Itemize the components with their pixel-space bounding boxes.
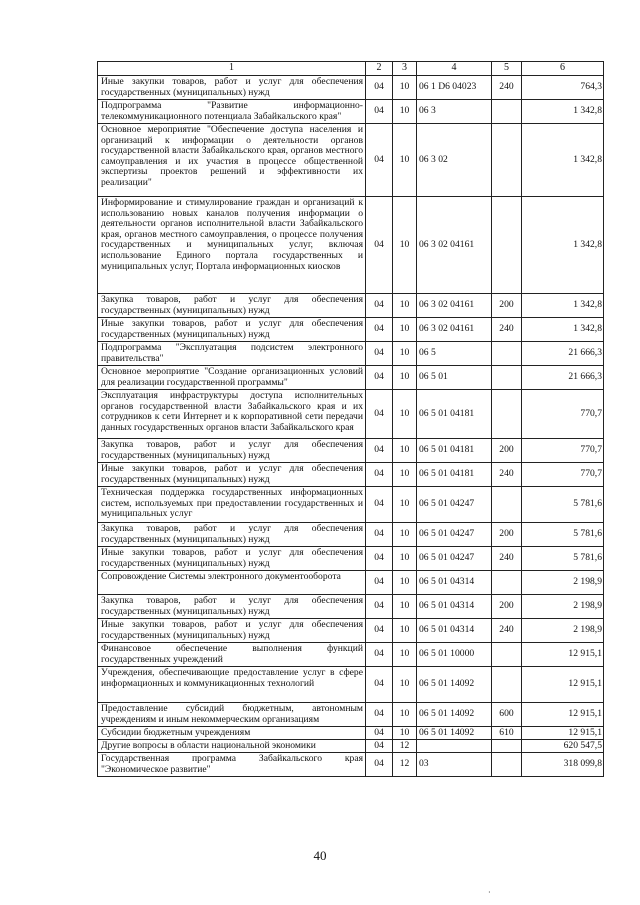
table-row [98, 124, 604, 197]
table-row [98, 197, 604, 294]
target-code-cell: 06 5 01 10000 [417, 643, 492, 667]
table-row [98, 76, 604, 100]
section-cell: 04 [366, 667, 393, 703]
section-cell: 04 [366, 523, 393, 547]
subsection-cell: 10 [393, 76, 417, 100]
target-code-cell: 06 5 01 04247 [417, 523, 492, 547]
page-number: 40 [313, 848, 327, 863]
table-row [98, 463, 604, 487]
header-cell: 5 [492, 62, 522, 76]
row-name-cell: Учреждения, обеспечивающие предоставление услуг в сфере информационных и коммуникационных технологий [98, 667, 366, 703]
table-row [98, 390, 604, 439]
subsection-cell: 10 [393, 487, 417, 523]
expense-type-cell: 200 [492, 523, 522, 547]
subsection-cell: 10 [393, 124, 417, 197]
subsection-cell: 12 [393, 740, 417, 753]
target-code-cell: 06 3 02 04161 [417, 294, 492, 318]
table-row [98, 595, 604, 619]
table-row [98, 643, 604, 667]
section-cell: 04 [366, 727, 393, 740]
expense-type-cell: 240 [492, 76, 522, 100]
expense-type-cell: 200 [492, 595, 522, 619]
row-name-cell: Иные закупки товаров, работ и услуг для обеспечения государственных (муниципальных) нужд [98, 463, 366, 487]
subsection-cell: 10 [393, 463, 417, 487]
section-cell: 04 [366, 487, 393, 523]
row-name-cell: Финансовое обеспечение выполнения функций государственных учреждений [98, 643, 366, 667]
section-cell: 04 [366, 643, 393, 667]
table-row [98, 667, 604, 703]
table-row [98, 703, 604, 727]
subsection-cell: 10 [393, 595, 417, 619]
amount-cell: 318 099,8 [522, 753, 604, 777]
expense-type-cell [492, 197, 522, 294]
row-name-cell: Основное мероприятие "Обеспечение доступа населения и организаций к информации о деятельности органов государственной власти Забайкальского края, органов местного самоуправления и их участия в процессе общественной экспертизы проектов решений и эффективности их реализации" [98, 124, 366, 197]
subsection-cell: 10 [393, 703, 417, 727]
amount-cell: 21 666,3 [522, 342, 604, 366]
row-name-cell: Предоставление субсидий бюджетным, автономным учреждениям и иным некоммерческим организациям [98, 703, 366, 727]
amount-cell: 1 342,8 [522, 197, 604, 294]
target-code-cell: 06 5 01 14092 [417, 667, 492, 703]
table-row [98, 342, 604, 366]
section-cell: 04 [366, 100, 393, 124]
target-code-cell: 06 5 01 14092 [417, 703, 492, 727]
amount-cell: 5 781,6 [522, 547, 604, 571]
expense-type-cell: 610 [492, 727, 522, 740]
table-row [98, 523, 604, 547]
target-code-cell: 06 5 01 04314 [417, 619, 492, 643]
subsection-cell: 10 [393, 643, 417, 667]
section-cell: 04 [366, 342, 393, 366]
target-code-cell: 06 5 01 04181 [417, 463, 492, 487]
row-name-cell: Закупка товаров, работ и услуг для обеспечения государственных (муниципальных) нужд [98, 294, 366, 318]
subsection-cell: 10 [393, 667, 417, 703]
expense-type-cell [492, 643, 522, 667]
target-code-cell: 06 5 01 14092 [417, 727, 492, 740]
table-row [98, 318, 604, 342]
header-cell: 1 [98, 62, 366, 76]
section-cell: 04 [366, 571, 393, 595]
amount-cell: 12 915,1 [522, 727, 604, 740]
target-code-cell: 06 5 01 04314 [417, 595, 492, 619]
row-name-cell: Закупка товаров, работ и услуг для обеспечения государственных (муниципальных) нужд [98, 439, 366, 463]
section-cell: 04 [366, 703, 393, 727]
section-cell: 04 [366, 318, 393, 342]
target-code-cell: 06 5 01 04247 [417, 487, 492, 523]
row-name-cell: Иные закупки товаров, работ и услуг для обеспечения государственных (муниципальных) нужд [98, 76, 366, 100]
amount-cell: 770,7 [522, 390, 604, 439]
target-code-cell: 06 5 01 04181 [417, 390, 492, 439]
table-row [98, 100, 604, 124]
amount-cell: 12 915,1 [522, 667, 604, 703]
row-name-cell: Закупка товаров, работ и услуг для обеспечения государственных (муниципальных) нужд [98, 595, 366, 619]
section-cell: 04 [366, 197, 393, 294]
row-name-cell: Закупка товаров, работ и услуг для обеспечения государственных (муниципальных) нужд [98, 523, 366, 547]
expense-type-cell [492, 487, 522, 523]
table-row [98, 753, 604, 777]
expense-type-cell [492, 571, 522, 595]
subsection-cell: 10 [393, 342, 417, 366]
expense-type-cell: 240 [492, 318, 522, 342]
header-cell: 6 [522, 62, 604, 76]
subsection-cell: 10 [393, 523, 417, 547]
expense-type-cell [492, 740, 522, 753]
scan-speck: · [488, 888, 491, 897]
table-row [98, 366, 604, 390]
table-row [98, 547, 604, 571]
table-header-row [98, 62, 604, 76]
section-cell: 04 [366, 463, 393, 487]
table-row [98, 740, 604, 753]
row-name-cell: Подпрограмма "Развитие информационно-телекоммуникационного потенциала Забайкальского края" [98, 100, 366, 124]
header-cell: 2 [366, 62, 393, 76]
target-code-cell: 06 3 [417, 100, 492, 124]
row-name-cell: Иные закупки товаров, работ и услуг для обеспечения государственных (муниципальных) нужд [98, 619, 366, 643]
subsection-cell: 10 [393, 619, 417, 643]
amount-cell: 2 198,9 [522, 571, 604, 595]
amount-cell: 1 342,8 [522, 294, 604, 318]
section-cell: 04 [366, 619, 393, 643]
target-code-cell: 03 [417, 753, 492, 777]
expense-type-cell: 240 [492, 463, 522, 487]
section-cell: 04 [366, 595, 393, 619]
amount-cell: 12 915,1 [522, 643, 604, 667]
table-row [98, 294, 604, 318]
row-name-cell: Субсидии бюджетным учреждениям [98, 727, 366, 740]
table-row [98, 619, 604, 643]
amount-cell: 1 342,8 [522, 100, 604, 124]
amount-cell: 5 781,6 [522, 487, 604, 523]
target-code-cell: 06 5 01 04181 [417, 439, 492, 463]
row-name-cell: Техническая поддержка государственных информационных систем, используемых при предоставлении государственных и муниципальных услуг [98, 487, 366, 523]
header-cell: 3 [393, 62, 417, 76]
target-code-cell: 06 3 02 04161 [417, 197, 492, 294]
subsection-cell: 10 [393, 197, 417, 294]
budget-table [97, 61, 604, 777]
amount-cell: 21 666,3 [522, 366, 604, 390]
expense-type-cell: 200 [492, 294, 522, 318]
row-name-cell: Другие вопросы в области национальной экономики [98, 740, 366, 753]
table-row [98, 439, 604, 463]
section-cell: 04 [366, 439, 393, 463]
row-name-cell: Государственная программа Забайкальского края "Экономическое развитие" [98, 753, 366, 777]
section-cell: 04 [366, 366, 393, 390]
amount-cell: 2 198,9 [522, 619, 604, 643]
expense-type-cell [492, 366, 522, 390]
amount-cell: 770,7 [522, 439, 604, 463]
subsection-cell: 10 [393, 547, 417, 571]
subsection-cell: 10 [393, 439, 417, 463]
expense-type-cell: 200 [492, 439, 522, 463]
row-name-cell: Иные закупки товаров, работ и услуг для обеспечения государственных (муниципальных) нужд [98, 318, 366, 342]
amount-cell: 1 342,8 [522, 124, 604, 197]
table-row [98, 571, 604, 595]
expense-type-cell: 240 [492, 547, 522, 571]
section-cell: 04 [366, 294, 393, 318]
expense-type-cell [492, 667, 522, 703]
amount-cell: 5 781,6 [522, 523, 604, 547]
budget-table-page [97, 61, 603, 777]
subsection-cell: 10 [393, 318, 417, 342]
expense-type-cell [492, 124, 522, 197]
table-row [98, 487, 604, 523]
amount-cell: 1 342,8 [522, 318, 604, 342]
amount-cell: 620 547,5 [522, 740, 604, 753]
target-code-cell: 06 5 01 04314 [417, 571, 492, 595]
subsection-cell: 10 [393, 366, 417, 390]
expense-type-cell [492, 753, 522, 777]
expense-type-cell: 600 [492, 703, 522, 727]
target-code-cell: 06 3 02 [417, 124, 492, 197]
target-code-cell: 06 5 [417, 342, 492, 366]
target-code-cell [417, 740, 492, 753]
subsection-cell: 10 [393, 727, 417, 740]
subsection-cell: 10 [393, 294, 417, 318]
row-name-cell: Основное мероприятие "Создание организационных условий для реализации государственной программы" [98, 366, 366, 390]
expense-type-cell: 240 [492, 619, 522, 643]
subsection-cell: 12 [393, 753, 417, 777]
target-code-cell: 06 3 02 04161 [417, 318, 492, 342]
expense-type-cell [492, 342, 522, 366]
section-cell: 04 [366, 390, 393, 439]
section-cell: 04 [366, 76, 393, 100]
target-code-cell: 06 5 01 [417, 366, 492, 390]
section-cell: 04 [366, 753, 393, 777]
section-cell: 04 [366, 740, 393, 753]
amount-cell: 770,7 [522, 463, 604, 487]
subsection-cell: 10 [393, 390, 417, 439]
section-cell: 04 [366, 124, 393, 197]
subsection-cell: 10 [393, 100, 417, 124]
target-code-cell: 06 1 D6 04023 [417, 76, 492, 100]
row-name-cell: Информирование и стимулирование граждан и организаций к использованию новых каналов получения информации о деятельности органов исполнительной власти Забайкальского края, органов местного самоуправления, о процессе получения государственных и муниципальных услуг, включая использование Единого портала государственных и муниципальных услуг, Портала информационных киосков [98, 197, 366, 294]
table-row [98, 727, 604, 740]
amount-cell: 2 198,9 [522, 595, 604, 619]
expense-type-cell [492, 100, 522, 124]
row-name-cell: Иные закупки товаров, работ и услуг для обеспечения государственных (муниципальных) нужд [98, 547, 366, 571]
row-name-cell: Подпрограмма "Эксплуатация подсистем электронного правительства" [98, 342, 366, 366]
subsection-cell: 10 [393, 571, 417, 595]
expense-type-cell [492, 390, 522, 439]
amount-cell: 12 915,1 [522, 703, 604, 727]
target-code-cell: 06 5 01 04247 [417, 547, 492, 571]
header-cell: 4 [417, 62, 492, 76]
row-name-cell: Сопровождение Системы электронного документооборота [98, 571, 366, 595]
row-name-cell: Эксплуатация инфраструктуры доступа исполнительных органов государственной власти Забайкальского края и их сотрудников к сети Интернет и к корпоративной сети передачи данных государственных органов власти Забайкальского края [98, 390, 366, 439]
section-cell: 04 [366, 547, 393, 571]
amount-cell: 764,3 [522, 76, 604, 100]
